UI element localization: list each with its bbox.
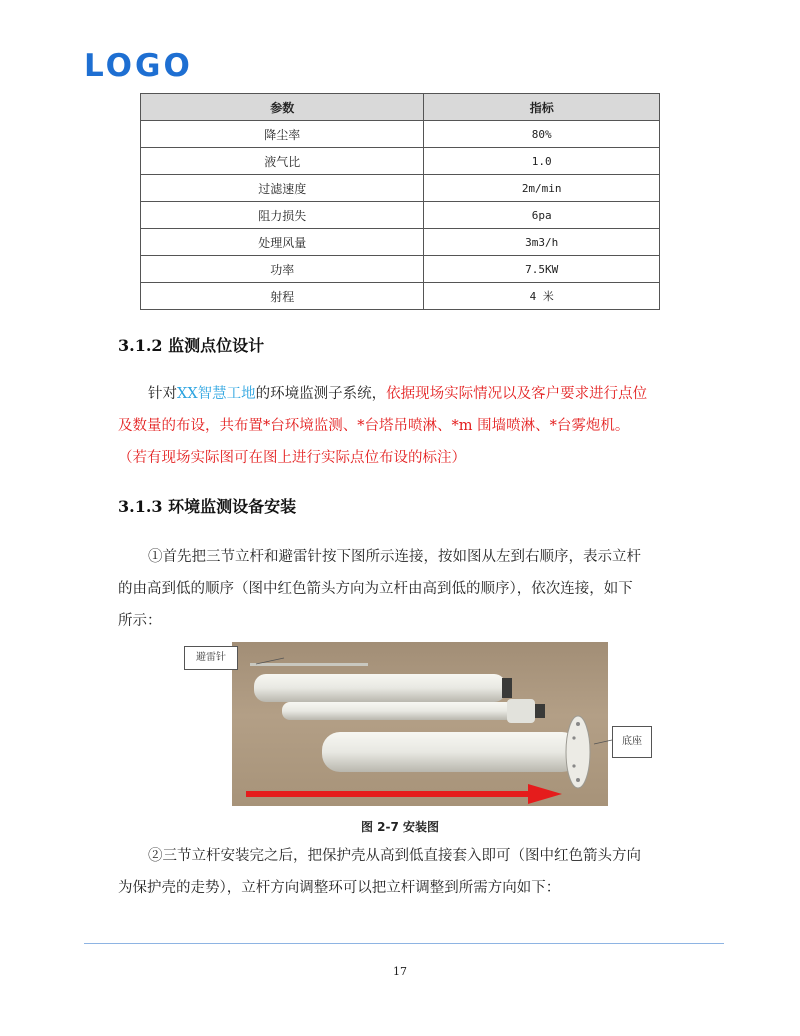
table-cell: 处理风量 <box>141 229 424 256</box>
table-cell: 过滤速度 <box>141 175 424 202</box>
table-cell: 4 米 <box>424 283 660 310</box>
paragraph-text: 针对 <box>148 386 177 402</box>
red-arrow-shaft <box>246 791 546 797</box>
table-cell: 3m3/h <box>424 229 660 256</box>
table-cell: 2m/min <box>424 175 660 202</box>
table-cell: 阻力损失 <box>141 202 424 229</box>
label-leader-line <box>594 740 612 744</box>
table-row <box>141 175 660 202</box>
install-step-1-line: ①首先把三节立杆和避雷针按下图所示连接，按如图从左到右顺序，表示立杆 <box>148 549 641 565</box>
monitoring-point-paragraph <box>118 378 686 410</box>
install-step-2-line: 为保护壳的走势），立杆方向调整环可以把立杆调整到所需方向如下： <box>118 880 561 896</box>
pole-high <box>254 674 506 702</box>
logo: LOGO <box>84 48 193 84</box>
figure-caption: 图 2-7 安装图 <box>360 820 440 834</box>
installation-photo <box>196 642 642 806</box>
pole-base <box>566 716 590 788</box>
install-step-2-line: ②三节立杆安装完之后，把保护壳从高到低直接套入即可（图中红色箭头方向 <box>148 848 641 864</box>
table-row <box>141 256 660 283</box>
table-row <box>141 229 660 256</box>
table-cell: 1.0 <box>424 148 660 175</box>
install-step-1-line: 所示： <box>118 613 162 629</box>
table-cell: 6pa <box>424 202 660 229</box>
table-cell: 降尘率 <box>141 121 424 148</box>
lightning-rod <box>250 663 368 666</box>
poles-illustration <box>232 642 608 806</box>
section-heading-3-1-3: 3.1.3 环境监测设备安装 <box>118 497 297 516</box>
pole-middle <box>282 702 514 720</box>
table-row <box>141 121 660 148</box>
table-row <box>141 283 660 310</box>
table-cell: 射程 <box>141 283 424 310</box>
table-cell: 80% <box>424 121 660 148</box>
table-cell: 功率 <box>141 256 424 283</box>
table-header-row <box>141 94 660 121</box>
label-base: 底座 <box>612 726 652 758</box>
pole-low <box>322 732 580 772</box>
table-row <box>141 148 660 175</box>
project-name-highlight: XX智慧工地 <box>177 386 256 402</box>
table-header-cell: 参数 <box>141 94 424 121</box>
table-cell: 液气比 <box>141 148 424 175</box>
red-arrow-head <box>528 784 562 804</box>
red-note-line: （若有现场实际图可在图上进行实际点位布设的标注） <box>118 450 466 466</box>
red-note-line: 及数量的布设，共布置*台环境监测、*台塔吊喷淋、*m 围墙喷淋、*台雾炮机。 <box>118 418 630 434</box>
install-step-1-line: 的由高到低的顺序（图中红色箭头方向为立杆由高到低的顺序），依次连接，如下 <box>118 581 633 597</box>
red-note-text: 依据现场实际情况以及客户要求进行点位 <box>386 386 648 402</box>
parameter-table <box>140 93 660 310</box>
section-heading-3-1-2: 3.1.2 监测点位设计 <box>118 336 265 355</box>
table-cell: 7.5KW <box>424 256 660 283</box>
table-header-cell: 指标 <box>424 94 660 121</box>
table-row <box>141 202 660 229</box>
paragraph-text: 的环境监测子系统， <box>255 386 387 402</box>
footer-divider <box>84 943 724 944</box>
page-number: 17 <box>393 965 407 978</box>
label-lightning-rod: 避雷针 <box>184 646 238 670</box>
